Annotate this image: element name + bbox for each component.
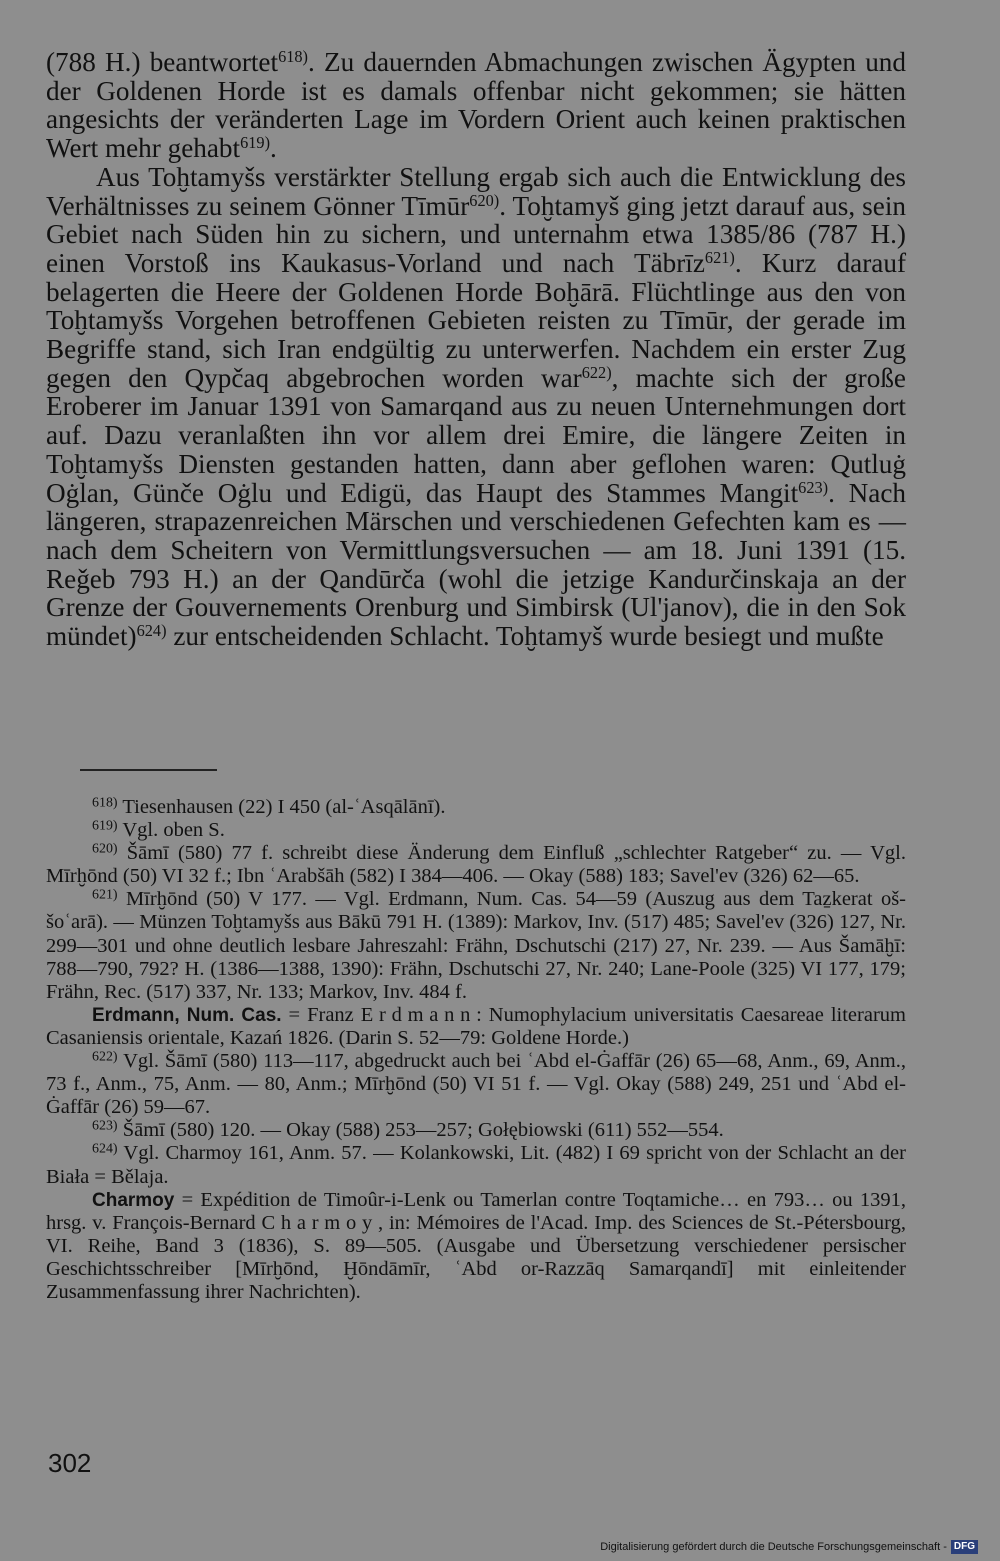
main-text (46, 48, 906, 651)
footnote-ref-619[interactable]: 619) (240, 133, 270, 153)
text-run: . Toḫtamyš ging jetzt darauf aus, sein Gebiet nach Süden hin zu sichern, und unternahm etwa 1385/86 (787 H.) einen Vorstoß ins Kaukasus-Vorland und nach Täbrīz (46, 190, 906, 278)
footnote-number: 621) (92, 888, 118, 904)
reference-text: , in: Mémoires de l'Acad. Imp. des Sciences de St.-Pétersbourg, VI. Reihe, Band 3 (1836), S. 89—505. (Ausgabe und Übersetzung verschiedener persischer Geschichtsschreiber [Mīrḫōnd, Ḫōndāmīr, ʿAbd or-Razzāq Samarqandī] mit einleitender Zusammenfassung ihrer Nachrichten). (46, 1211, 906, 1303)
digitization-footer (600, 1540, 978, 1554)
footnote (46, 1050, 906, 1119)
footnote (46, 842, 906, 888)
footnote (46, 819, 906, 842)
footnote-text: Šāmī (580) 77 f. schreibt diese Änderung dem Einfluß „schlechter Ratgeber“ zu. — Vgl. Mīrḫōnd (50) VI 32 f.; Ibn ʿArabšāh (582) I 384—406. — Okay (588) 183; Savel'ev (326) 62—65. (46, 842, 906, 888)
reference-author: Charmoy (261, 1211, 378, 1234)
footnote-text: Vgl. Charmoy 161, Anm. 57. — Kolankowski, Lit. (482) I 69 spricht von der Schlacht an der Biała = Bělaja. (46, 1142, 906, 1188)
footnote (46, 888, 906, 1003)
footnotes (46, 796, 906, 1304)
footnote (46, 1142, 906, 1188)
text-run: . Nach längeren, strapazenreichen Märschen und verschiedenen Gefechten kam es — nach dem Scheitern von Vermittlungsversuchen — am 18. Juni 1391 (15. Reǧeb 793 H.) an der Qandūrča (wohl die jetzige Kandurčinskaja an der Grenze der Gouvernements Orenburg und Simbirsk (Ul'janov), die in den Sok mündet) (46, 477, 906, 652)
reference-term: Charmoy (92, 1189, 175, 1211)
footnote-ref-618[interactable]: 618) (278, 47, 308, 67)
footnote-text: Vgl. oben S. (117, 819, 225, 842)
text-run: . Kurz darauf belagerten die Heere der Goldenen Horde Boḫārā. Flüchtlinge aus den von Toḫtamyšs Vorgehen betroffenen Gebieten reisten zu Tīmūr, der gerade im Begriffe stand, sich Iran endgültig zu unterwerfen. Nachdem ein erster Zug gegen den Qypčaq abgebrochen worden war (46, 247, 907, 393)
footnote-number: 623) (92, 1119, 118, 1135)
paragraph-1 (46, 48, 906, 163)
footnote-divider (80, 769, 217, 771)
footer-text: Digitalisierung gefördert durch die Deutsche Forschungsgemeinschaft - (600, 1541, 947, 1553)
text-run: , machte sich der große Eroberer im Januar 1391 von Samarqand aus zu neuen Unternehmungen dort auf. Dazu veranlaßten ihn vor allem drei Emire, die längere Zeiten in Toḫtamyšs Diensten gestanden hatten, dann aber geflohen waren: Qutluġ Oġlan, Günče Oġlu und Edigü, das Haupt des Stammes Mangit (46, 362, 906, 508)
paragraph-2 (46, 163, 906, 651)
page-number: 302 (48, 1448, 92, 1478)
footnote-ref-622[interactable]: 622) (581, 362, 612, 382)
footnote-ref-620[interactable]: 620) (469, 190, 500, 210)
footnote-number: 624) (92, 1142, 118, 1158)
footnote-text: Šāmī (580) 120. — Okay (588) 253—257; Gołębiowski (611) 552—554. (117, 1119, 724, 1142)
text-run: . (270, 133, 277, 164)
reference-term: Erdmann, Num. Cas. (92, 1004, 282, 1026)
text-run: . Zu dauernden Abmachungen zwischen Ägypten und der Goldenen Horde ist es damals offenbar nicht gekommen; sie hätten angesichts der veränderten Lage im Vordern Orient auch keinen praktischen Wert mehr gehabt (46, 47, 906, 164)
text-run: Aus Toḫtamyšs verstärkter Stellung ergab sich auch die Entwicklung des Verhältnisses zu seinem Gönner Tīmūr (46, 161, 906, 221)
footnote-ref-624[interactable]: 624) (136, 621, 167, 641)
text-run: (788 H.) beantwortet (46, 47, 279, 77)
footnote-number: 620) (92, 841, 118, 857)
footnote (46, 796, 906, 819)
reference-eq: = Franz (281, 1003, 361, 1026)
reference-entry (46, 1189, 906, 1304)
footnote-text: Vgl. Šāmī (580) 113—117, abgedruckt auch bei ʿAbd el-Ġaffār (26) 65—68, Anm., 69, Anm., 73 f., Anm., 75, Anm. — 80, Anm.; Mīrḫōnd (50) VI 51 f. — Vgl. Okay (588) 249, 251 und ʿAbd el-Ġaffār (26) 59—67. (46, 1050, 906, 1119)
footnote-text: Mīrḫōnd (50) V 177. — Vgl. Erdmann, Num. Cas. 54—59 (Auszug aus dem Taẕkerat oš-šoʿarā). — Münzen Toḫtamyšs aus Bākū 791 H. (1389): Markov, Inv. (517) 485; Savel'ev (326) 127, Nr. 299—301 und ohne deutlich lesbare Jahreszahl: Frähn, Dschutschi (217) 27, Nr. 239. — Aus Šamāḫī: 788—790, 792? H. (1386—1388, 1390): Frähn, Dschutschi 27, Nr. 240; Lane-Poole (325) VI 177, 179; Frähn, Rec. (517) 337, Nr. 133; Markov, Inv. 484 f. (46, 888, 906, 1003)
dfg-logo-icon[interactable]: DFG (951, 1540, 978, 1554)
footnote-number: 622) (92, 1049, 118, 1065)
reference-text: : Numophylacium universitatis Caesareae literarum Casaniensis orientale, Kazań 1826. (Darin S. 52—79: Goldene Horde.) (46, 1003, 906, 1049)
text-run: zur entscheidenden Schlacht. Toḫtamyš wurde besiegt und mußte (166, 621, 884, 652)
footnote-text: Tiesenhausen (22) I 450 (al-ʿAsqālānī). (117, 796, 446, 818)
footnote-number: 619) (92, 818, 118, 834)
footnote-ref-623[interactable]: 623) (798, 477, 829, 497)
reference-author: Erdmann (360, 1003, 477, 1026)
footnote-ref-621[interactable]: 621) (704, 247, 735, 267)
footnote-number: 618) (92, 795, 118, 811)
footnote (46, 1119, 906, 1142)
reference-eq: = Expédition de Timoûr-i-Lenk ou Tamerlan contre Toqtamiche… en 793… ou 1391, hrsg. v. François-Bernard (46, 1188, 906, 1234)
reference-entry (46, 1004, 906, 1050)
